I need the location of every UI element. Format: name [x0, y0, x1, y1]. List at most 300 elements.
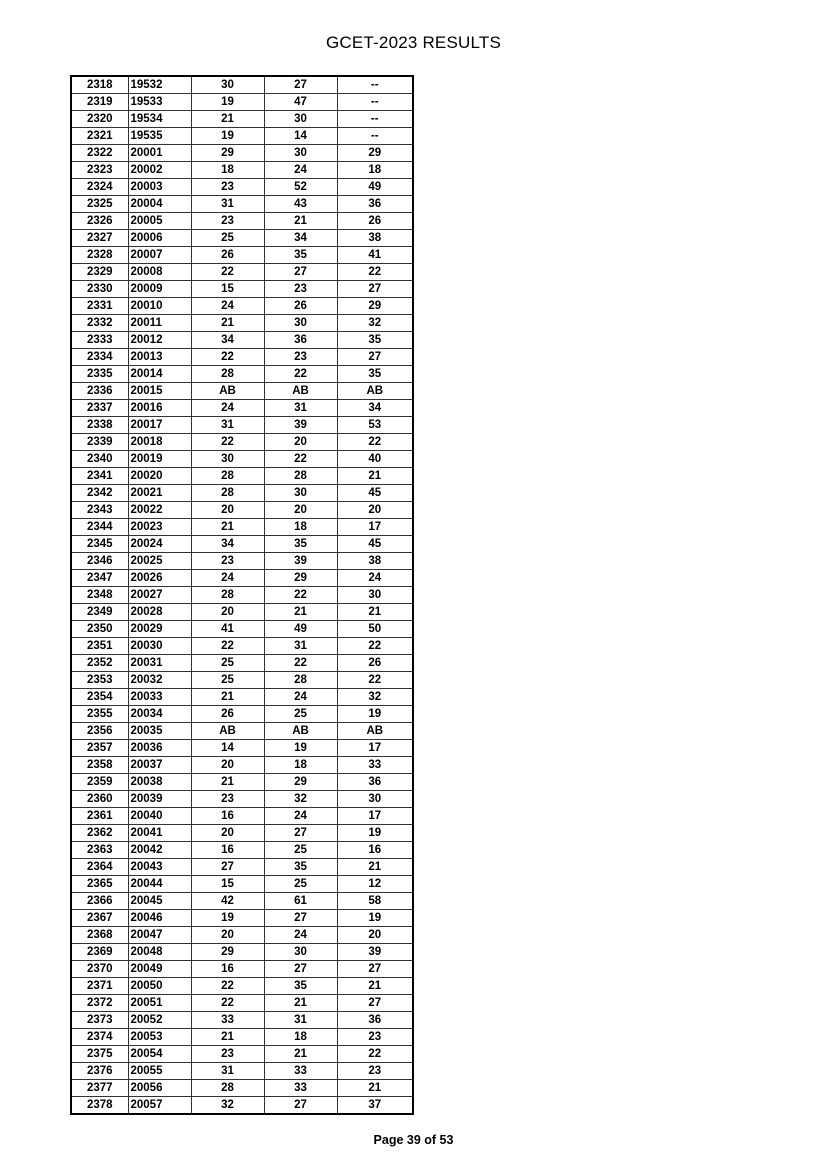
- score-1-cell: 42: [191, 893, 264, 910]
- serial-number-cell: 2334: [71, 349, 128, 366]
- table-row: [71, 264, 413, 281]
- score-3-cell: 22: [337, 1046, 413, 1063]
- table-row: [71, 179, 413, 196]
- serial-number-cell: 2347: [71, 570, 128, 587]
- table-row: [71, 536, 413, 553]
- table-row: [71, 213, 413, 230]
- score-3-cell: 32: [337, 315, 413, 332]
- score-3-cell: 38: [337, 230, 413, 247]
- table-row: [71, 247, 413, 264]
- score-3-cell: 32: [337, 689, 413, 706]
- roll-number-cell: 20010: [128, 298, 191, 315]
- score-1-cell: 31: [191, 196, 264, 213]
- score-1-cell: 19: [191, 94, 264, 111]
- serial-number-cell: 2340: [71, 451, 128, 468]
- table-row: [71, 417, 413, 434]
- score-3-cell: 30: [337, 791, 413, 808]
- table-row: [71, 315, 413, 332]
- score-1-cell: 23: [191, 791, 264, 808]
- score-2-cell: 28: [264, 672, 337, 689]
- results-table-body: [71, 76, 413, 1114]
- serial-number-cell: 2368: [71, 927, 128, 944]
- score-2-cell: 52: [264, 179, 337, 196]
- score-1-cell: 20: [191, 604, 264, 621]
- score-1-cell: 24: [191, 570, 264, 587]
- roll-number-cell: 20028: [128, 604, 191, 621]
- score-2-cell: 30: [264, 145, 337, 162]
- score-3-cell: 19: [337, 910, 413, 927]
- score-3-cell: 19: [337, 825, 413, 842]
- table-row: [71, 400, 413, 417]
- score-2-cell: 29: [264, 570, 337, 587]
- table-row: [71, 298, 413, 315]
- table-row: [71, 910, 413, 927]
- score-2-cell: 33: [264, 1063, 337, 1080]
- score-1-cell: AB: [191, 383, 264, 400]
- score-2-cell: 18: [264, 1029, 337, 1046]
- score-1-cell: 28: [191, 485, 264, 502]
- score-1-cell: 30: [191, 451, 264, 468]
- score-3-cell: --: [337, 76, 413, 94]
- score-3-cell: 26: [337, 213, 413, 230]
- score-3-cell: 22: [337, 434, 413, 451]
- roll-number-cell: 20011: [128, 315, 191, 332]
- score-1-cell: 33: [191, 1012, 264, 1029]
- serial-number-cell: 2339: [71, 434, 128, 451]
- table-row: [71, 1046, 413, 1063]
- roll-number-cell: 19533: [128, 94, 191, 111]
- serial-number-cell: 2369: [71, 944, 128, 961]
- score-3-cell: 23: [337, 1029, 413, 1046]
- table-row: [71, 995, 413, 1012]
- score-1-cell: 20: [191, 502, 264, 519]
- score-2-cell: 30: [264, 315, 337, 332]
- serial-number-cell: 2356: [71, 723, 128, 740]
- roll-number-cell: 20023: [128, 519, 191, 536]
- score-3-cell: 50: [337, 621, 413, 638]
- table-row: [71, 927, 413, 944]
- serial-number-cell: 2346: [71, 553, 128, 570]
- score-3-cell: --: [337, 111, 413, 128]
- score-3-cell: 33: [337, 757, 413, 774]
- score-2-cell: 28: [264, 468, 337, 485]
- serial-number-cell: 2338: [71, 417, 128, 434]
- score-2-cell: 31: [264, 638, 337, 655]
- score-1-cell: 20: [191, 825, 264, 842]
- table-row: [71, 128, 413, 145]
- roll-number-cell: 20040: [128, 808, 191, 825]
- score-2-cell: 36: [264, 332, 337, 349]
- score-2-cell: 22: [264, 587, 337, 604]
- table-row: [71, 689, 413, 706]
- score-3-cell: 29: [337, 145, 413, 162]
- serial-number-cell: 2354: [71, 689, 128, 706]
- serial-number-cell: 2373: [71, 1012, 128, 1029]
- score-2-cell: 21: [264, 213, 337, 230]
- score-1-cell: 30: [191, 76, 264, 94]
- page-title: GCET-2023 RESULTS: [325, 33, 502, 52]
- score-3-cell: 41: [337, 247, 413, 264]
- table-row: [71, 434, 413, 451]
- score-2-cell: AB: [264, 383, 337, 400]
- serial-number-cell: 2366: [71, 893, 128, 910]
- score-1-cell: 21: [191, 1029, 264, 1046]
- serial-number-cell: 2377: [71, 1080, 128, 1097]
- score-3-cell: 40: [337, 451, 413, 468]
- roll-number-cell: 20049: [128, 961, 191, 978]
- roll-number-cell: 20030: [128, 638, 191, 655]
- table-row: [71, 842, 413, 859]
- score-3-cell: 20: [337, 927, 413, 944]
- score-1-cell: 27: [191, 859, 264, 876]
- roll-number-cell: 20029: [128, 621, 191, 638]
- score-2-cell: 30: [264, 111, 337, 128]
- roll-number-cell: 19534: [128, 111, 191, 128]
- serial-number-cell: 2378: [71, 1097, 128, 1115]
- roll-number-cell: 20057: [128, 1097, 191, 1115]
- score-3-cell: 36: [337, 1012, 413, 1029]
- score-3-cell: 17: [337, 808, 413, 825]
- score-1-cell: 32: [191, 1097, 264, 1115]
- roll-number-cell: 20017: [128, 417, 191, 434]
- roll-number-cell: 20041: [128, 825, 191, 842]
- serial-number-cell: 2370: [71, 961, 128, 978]
- score-1-cell: 26: [191, 706, 264, 723]
- score-1-cell: 23: [191, 553, 264, 570]
- score-1-cell: 28: [191, 468, 264, 485]
- roll-number-cell: 20012: [128, 332, 191, 349]
- score-1-cell: 28: [191, 1080, 264, 1097]
- serial-number-cell: 2321: [71, 128, 128, 145]
- score-2-cell: 25: [264, 842, 337, 859]
- score-2-cell: 27: [264, 910, 337, 927]
- table-row: [71, 859, 413, 876]
- serial-number-cell: 2364: [71, 859, 128, 876]
- score-3-cell: 53: [337, 417, 413, 434]
- score-1-cell: 41: [191, 621, 264, 638]
- roll-number-cell: 20013: [128, 349, 191, 366]
- table-row: [71, 944, 413, 961]
- serial-number-cell: 2324: [71, 179, 128, 196]
- roll-number-cell: 20039: [128, 791, 191, 808]
- score-1-cell: AB: [191, 723, 264, 740]
- serial-number-cell: 2336: [71, 383, 128, 400]
- table-row: [71, 145, 413, 162]
- table-row: [71, 1063, 413, 1080]
- table-row: [71, 553, 413, 570]
- score-1-cell: 28: [191, 366, 264, 383]
- score-1-cell: 21: [191, 111, 264, 128]
- roll-number-cell: 20052: [128, 1012, 191, 1029]
- score-1-cell: 23: [191, 1046, 264, 1063]
- score-2-cell: 25: [264, 706, 337, 723]
- serial-number-cell: 2331: [71, 298, 128, 315]
- table-row: [71, 740, 413, 757]
- score-1-cell: 25: [191, 672, 264, 689]
- score-2-cell: 31: [264, 400, 337, 417]
- table-row: [71, 468, 413, 485]
- table-row: [71, 978, 413, 995]
- score-3-cell: 37: [337, 1097, 413, 1115]
- score-1-cell: 34: [191, 332, 264, 349]
- score-1-cell: 21: [191, 689, 264, 706]
- serial-number-cell: 2325: [71, 196, 128, 213]
- table-row: [71, 111, 413, 128]
- score-1-cell: 24: [191, 400, 264, 417]
- score-2-cell: 21: [264, 1046, 337, 1063]
- score-3-cell: 16: [337, 842, 413, 859]
- score-2-cell: 20: [264, 502, 337, 519]
- score-2-cell: 27: [264, 961, 337, 978]
- score-1-cell: 18: [191, 162, 264, 179]
- score-3-cell: 27: [337, 349, 413, 366]
- roll-number-cell: 20015: [128, 383, 191, 400]
- table-row: [71, 706, 413, 723]
- table-row: [71, 655, 413, 672]
- roll-number-cell: 20032: [128, 672, 191, 689]
- table-row: [71, 961, 413, 978]
- roll-number-cell: 20043: [128, 859, 191, 876]
- serial-number-cell: 2323: [71, 162, 128, 179]
- roll-number-cell: 20044: [128, 876, 191, 893]
- score-3-cell: 29: [337, 298, 413, 315]
- score-1-cell: 23: [191, 213, 264, 230]
- score-3-cell: 39: [337, 944, 413, 961]
- table-row: [71, 366, 413, 383]
- score-3-cell: AB: [337, 723, 413, 740]
- serial-number-cell: 2341: [71, 468, 128, 485]
- score-3-cell: 45: [337, 536, 413, 553]
- table-row: [71, 791, 413, 808]
- serial-number-cell: 2359: [71, 774, 128, 791]
- serial-number-cell: 2335: [71, 366, 128, 383]
- table-row: [71, 76, 413, 94]
- roll-number-cell: 20055: [128, 1063, 191, 1080]
- serial-number-cell: 2332: [71, 315, 128, 332]
- score-3-cell: 21: [337, 859, 413, 876]
- score-2-cell: 47: [264, 94, 337, 111]
- table-row: [71, 604, 413, 621]
- roll-number-cell: 20031: [128, 655, 191, 672]
- score-3-cell: 22: [337, 264, 413, 281]
- score-2-cell: 27: [264, 264, 337, 281]
- score-3-cell: 21: [337, 1080, 413, 1097]
- table-row: [71, 332, 413, 349]
- score-3-cell: 26: [337, 655, 413, 672]
- score-1-cell: 25: [191, 230, 264, 247]
- score-1-cell: 21: [191, 774, 264, 791]
- serial-number-cell: 2333: [71, 332, 128, 349]
- roll-number-cell: 20056: [128, 1080, 191, 1097]
- serial-number-cell: 2352: [71, 655, 128, 672]
- roll-number-cell: 20037: [128, 757, 191, 774]
- score-2-cell: 18: [264, 757, 337, 774]
- table-row: [71, 1097, 413, 1115]
- score-2-cell: 22: [264, 451, 337, 468]
- roll-number-cell: 20054: [128, 1046, 191, 1063]
- roll-number-cell: 20019: [128, 451, 191, 468]
- roll-number-cell: 20016: [128, 400, 191, 417]
- score-3-cell: 22: [337, 672, 413, 689]
- score-2-cell: 31: [264, 1012, 337, 1029]
- score-1-cell: 14: [191, 740, 264, 757]
- score-3-cell: 58: [337, 893, 413, 910]
- score-3-cell: 24: [337, 570, 413, 587]
- table-row: [71, 638, 413, 655]
- roll-number-cell: 20027: [128, 587, 191, 604]
- serial-number-cell: 2375: [71, 1046, 128, 1063]
- roll-number-cell: 20022: [128, 502, 191, 519]
- score-2-cell: 18: [264, 519, 337, 536]
- table-row: [71, 723, 413, 740]
- score-3-cell: 21: [337, 468, 413, 485]
- roll-number-cell: 20004: [128, 196, 191, 213]
- table-row: [71, 757, 413, 774]
- score-3-cell: 35: [337, 332, 413, 349]
- score-2-cell: 22: [264, 366, 337, 383]
- score-3-cell: 36: [337, 774, 413, 791]
- roll-number-cell: 20045: [128, 893, 191, 910]
- table-row: [71, 196, 413, 213]
- score-3-cell: 36: [337, 196, 413, 213]
- score-3-cell: 20: [337, 502, 413, 519]
- score-1-cell: 21: [191, 315, 264, 332]
- score-3-cell: 27: [337, 281, 413, 298]
- score-2-cell: 61: [264, 893, 337, 910]
- table-row: [71, 94, 413, 111]
- score-2-cell: 27: [264, 825, 337, 842]
- score-2-cell: 34: [264, 230, 337, 247]
- serial-number-cell: 2372: [71, 995, 128, 1012]
- score-1-cell: 22: [191, 434, 264, 451]
- score-2-cell: 43: [264, 196, 337, 213]
- serial-number-cell: 2363: [71, 842, 128, 859]
- serial-number-cell: 2322: [71, 145, 128, 162]
- roll-number-cell: 20003: [128, 179, 191, 196]
- roll-number-cell: 20021: [128, 485, 191, 502]
- score-3-cell: AB: [337, 383, 413, 400]
- roll-number-cell: 20034: [128, 706, 191, 723]
- table-row: [71, 570, 413, 587]
- score-1-cell: 25: [191, 655, 264, 672]
- serial-number-cell: 2355: [71, 706, 128, 723]
- score-3-cell: --: [337, 94, 413, 111]
- score-2-cell: 24: [264, 162, 337, 179]
- score-2-cell: 32: [264, 791, 337, 808]
- serial-number-cell: 2337: [71, 400, 128, 417]
- score-2-cell: 21: [264, 604, 337, 621]
- score-3-cell: 17: [337, 519, 413, 536]
- table-row: [71, 876, 413, 893]
- table-row: [71, 1012, 413, 1029]
- serial-number-cell: 2319: [71, 94, 128, 111]
- score-3-cell: 21: [337, 604, 413, 621]
- serial-number-cell: 2318: [71, 76, 128, 94]
- serial-number-cell: 2357: [71, 740, 128, 757]
- score-2-cell: 21: [264, 995, 337, 1012]
- score-2-cell: 30: [264, 944, 337, 961]
- serial-number-cell: 2326: [71, 213, 128, 230]
- table-row: [71, 349, 413, 366]
- table-row: [71, 808, 413, 825]
- roll-number-cell: 19532: [128, 76, 191, 94]
- score-1-cell: 22: [191, 978, 264, 995]
- score-1-cell: 19: [191, 910, 264, 927]
- score-3-cell: --: [337, 128, 413, 145]
- table-row: [71, 451, 413, 468]
- score-1-cell: 28: [191, 587, 264, 604]
- table-row: [71, 621, 413, 638]
- serial-number-cell: 2328: [71, 247, 128, 264]
- score-2-cell: 39: [264, 553, 337, 570]
- score-3-cell: 21: [337, 978, 413, 995]
- score-1-cell: 31: [191, 1063, 264, 1080]
- table-row: [71, 383, 413, 400]
- score-1-cell: 19: [191, 128, 264, 145]
- score-2-cell: 24: [264, 808, 337, 825]
- roll-number-cell: 20005: [128, 213, 191, 230]
- roll-number-cell: 20038: [128, 774, 191, 791]
- table-row: [71, 587, 413, 604]
- roll-number-cell: 20025: [128, 553, 191, 570]
- score-2-cell: 24: [264, 927, 337, 944]
- score-2-cell: 27: [264, 1097, 337, 1115]
- serial-number-cell: 2374: [71, 1029, 128, 1046]
- serial-number-cell: 2376: [71, 1063, 128, 1080]
- serial-number-cell: 2361: [71, 808, 128, 825]
- roll-number-cell: 20050: [128, 978, 191, 995]
- score-1-cell: 22: [191, 995, 264, 1012]
- score-2-cell: 35: [264, 859, 337, 876]
- serial-number-cell: 2358: [71, 757, 128, 774]
- serial-number-cell: 2330: [71, 281, 128, 298]
- score-1-cell: 31: [191, 417, 264, 434]
- score-2-cell: 35: [264, 536, 337, 553]
- score-2-cell: AB: [264, 723, 337, 740]
- roll-number-cell: 20026: [128, 570, 191, 587]
- roll-number-cell: 19535: [128, 128, 191, 145]
- score-2-cell: 23: [264, 349, 337, 366]
- score-2-cell: 33: [264, 1080, 337, 1097]
- score-3-cell: 18: [337, 162, 413, 179]
- score-1-cell: 26: [191, 247, 264, 264]
- table-row: [71, 893, 413, 910]
- serial-number-cell: 2327: [71, 230, 128, 247]
- score-3-cell: 38: [337, 553, 413, 570]
- score-2-cell: 49: [264, 621, 337, 638]
- serial-number-cell: 2353: [71, 672, 128, 689]
- table-row: [71, 1080, 413, 1097]
- score-3-cell: 34: [337, 400, 413, 417]
- roll-number-cell: 20035: [128, 723, 191, 740]
- score-2-cell: 19: [264, 740, 337, 757]
- results-table: [70, 75, 414, 1115]
- serial-number-cell: 2329: [71, 264, 128, 281]
- score-1-cell: 20: [191, 757, 264, 774]
- table-row: [71, 774, 413, 791]
- serial-number-cell: 2320: [71, 111, 128, 128]
- roll-number-cell: 20024: [128, 536, 191, 553]
- score-1-cell: 22: [191, 349, 264, 366]
- table-row: [71, 1029, 413, 1046]
- score-3-cell: 45: [337, 485, 413, 502]
- score-1-cell: 34: [191, 536, 264, 553]
- score-2-cell: 23: [264, 281, 337, 298]
- roll-number-cell: 20014: [128, 366, 191, 383]
- score-3-cell: 17: [337, 740, 413, 757]
- serial-number-cell: 2360: [71, 791, 128, 808]
- serial-number-cell: 2349: [71, 604, 128, 621]
